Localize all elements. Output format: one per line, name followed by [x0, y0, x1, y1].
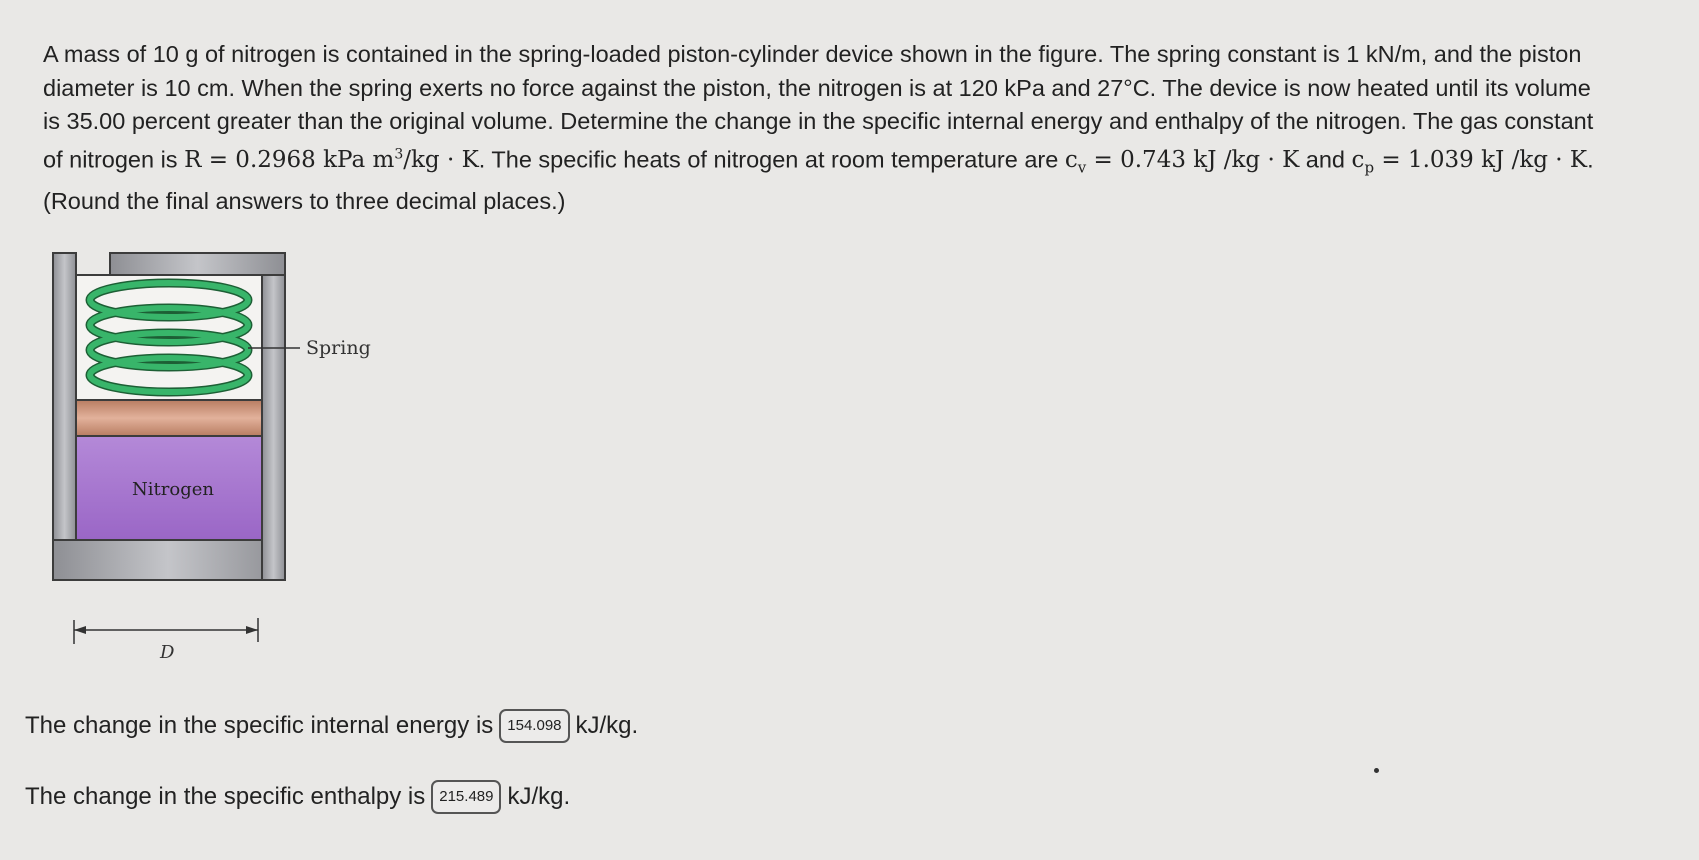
- answer-internal-energy: [25, 709, 638, 743]
- cv-formula: $c_v = 0.743$ kJ /kg · K: [1064, 147, 1300, 177]
- cylinder-top: [110, 253, 285, 275]
- problem-statement: [43, 38, 1603, 219]
- cylinder-right-wall: [262, 253, 285, 580]
- internal-energy-answer-field[interactable]: 154.098: [499, 709, 569, 743]
- dimension-arrow-left: [74, 626, 86, 634]
- nitrogen-label: Nitrogen: [132, 479, 214, 500]
- enthalpy-unit: kJ/kg.: [507, 783, 571, 810]
- problem-text-3: and: [1299, 146, 1352, 173]
- gas-constant-formula: R = 0.2968 kPa $m^3/kg \cdot K$: [184, 146, 479, 174]
- cp-formula: $c_p = 1.039$ kJ /kg · K: [1351, 147, 1588, 177]
- spring-label: Spring: [306, 337, 371, 359]
- enthalpy-prompt: The change in the specific enthalpy is: [25, 783, 426, 810]
- dimension-arrow-right: [246, 626, 258, 634]
- cylinder-left-wall: [53, 253, 76, 580]
- dimension-label: D: [160, 642, 175, 663]
- cylinder-bottom: [53, 540, 283, 580]
- internal-energy-unit: kJ/kg.: [575, 712, 639, 739]
- answer-enthalpy: [25, 780, 570, 814]
- enthalpy-answer-field[interactable]: 215.489: [431, 780, 501, 814]
- problem-text-2: . The specific heats of nitrogen at room temperature are: [478, 146, 1065, 173]
- piston: [76, 400, 262, 436]
- piston-cylinder-figure: [40, 240, 400, 680]
- problem-text-4: . (Round the final answers to three decimal places.): [43, 146, 1594, 215]
- stray-dot: [1374, 768, 1379, 773]
- problem-text-1: A mass of 10 g of nitrogen is contained in the spring-loaded piston-cylinder device shown in the figure. The spring constant is 1 kN/m, and the piston diameter is 10 cm. When the spring exerts no force against the piston, the nitrogen is at 120 kPa and 27°C. The device is now heated until its volume is 35.00 percent greater than the original volume. Determine the change in the specific internal energy and enthalpy of the nitrogen. The gas constant of nitrogen is: [43, 41, 1594, 173]
- internal-energy-prompt: The change in the specific internal energy is: [25, 712, 494, 739]
- figure-svg: [40, 240, 400, 680]
